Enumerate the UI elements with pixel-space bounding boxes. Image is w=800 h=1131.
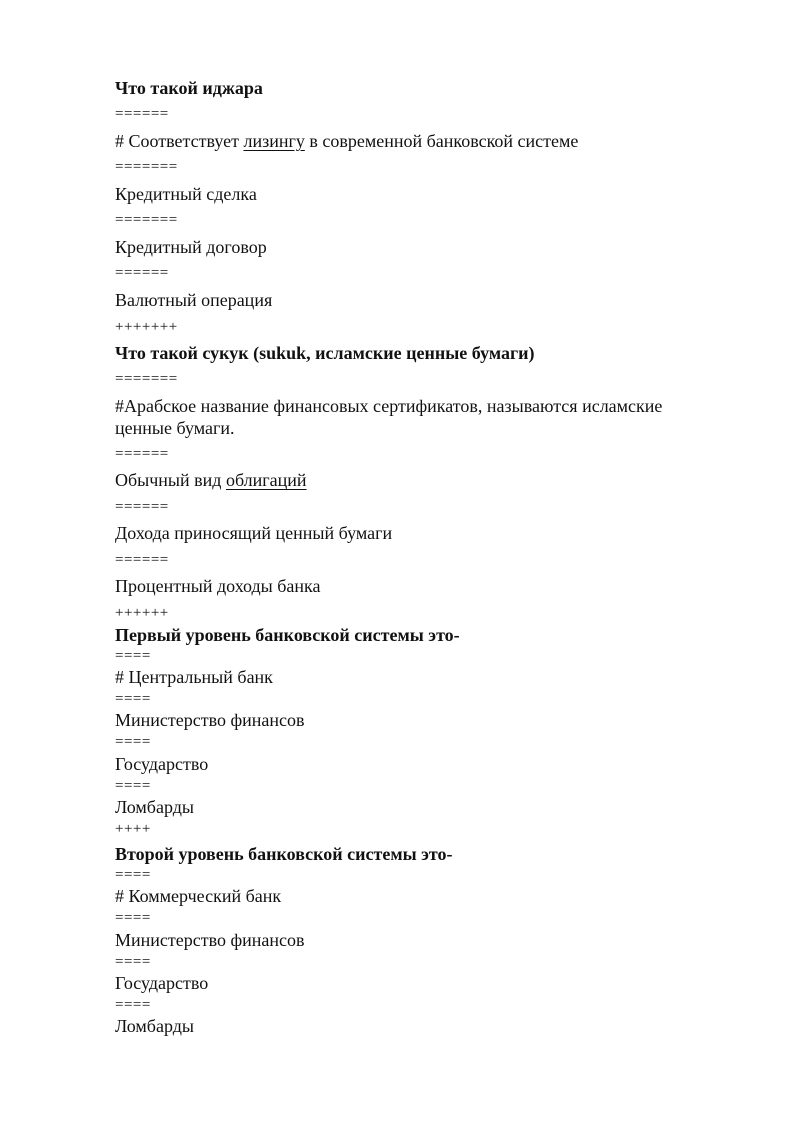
answer-option: Государство [115,973,209,993]
answer-option: # Коммерческий банк [115,886,282,906]
separator: ======= [115,371,178,387]
separator: ==== [115,954,151,970]
separator: ====== [115,265,169,281]
answer-option: Государство [115,754,209,774]
answer-option: #Арабское название финансовых сертификатов, называются исламские ценные бумаги. [115,396,663,438]
answer-option: Валютный операция [115,290,273,310]
document-page [115,0,715,1131]
answer-link[interactable]: лизингу [243,131,305,151]
separator: ======= [115,159,178,175]
separator: ====== [115,552,169,568]
separator: ======= [115,212,178,228]
answer-option: Процентный доходы банка [115,576,321,596]
separator: ++++++ [115,605,169,621]
separator: ==== [115,867,151,883]
separator: ++++ [115,821,151,837]
separator: ====== [115,106,169,122]
separator: ==== [115,648,151,664]
separator: ====== [115,446,169,462]
answer-text-prefix: Обычный вид [115,470,226,490]
answer-option: Кредитный договор [115,237,267,257]
separator: ==== [115,997,151,1013]
separator: ==== [115,910,151,926]
question-title: Что такой иджара [115,78,263,98]
answer-link[interactable]: облигаций [225,470,307,490]
answer-option: Дохода приносящий ценный бумаги [115,523,393,543]
separator: ==== [115,778,151,794]
separator: +++++++ [115,319,178,335]
question-title: Что такой сукук (sukuk, исламские ценные бумаги) [115,343,535,363]
question-title: Второй уровень банковской системы это- [115,844,453,864]
separator: ==== [115,734,151,750]
answer-option: Ломбарды [115,797,194,817]
answer-option: Министерство финансов [115,930,305,950]
question-title: Первый уровень банковской системы это- [115,625,460,645]
answer-option [115,130,578,152]
answer-option: Ломбарды [115,1016,194,1036]
answer-text-prefix: # Соответствует [115,131,244,151]
answer-option: # Центральный банк [115,667,273,687]
answer-option: Кредитный сделка [115,184,257,204]
answer-option [115,469,307,491]
separator: ==== [115,691,151,707]
answer-text-suffix: в современной банковской системе [304,131,579,151]
separator: ====== [115,499,169,515]
answer-option: Министерство финансов [115,710,305,730]
